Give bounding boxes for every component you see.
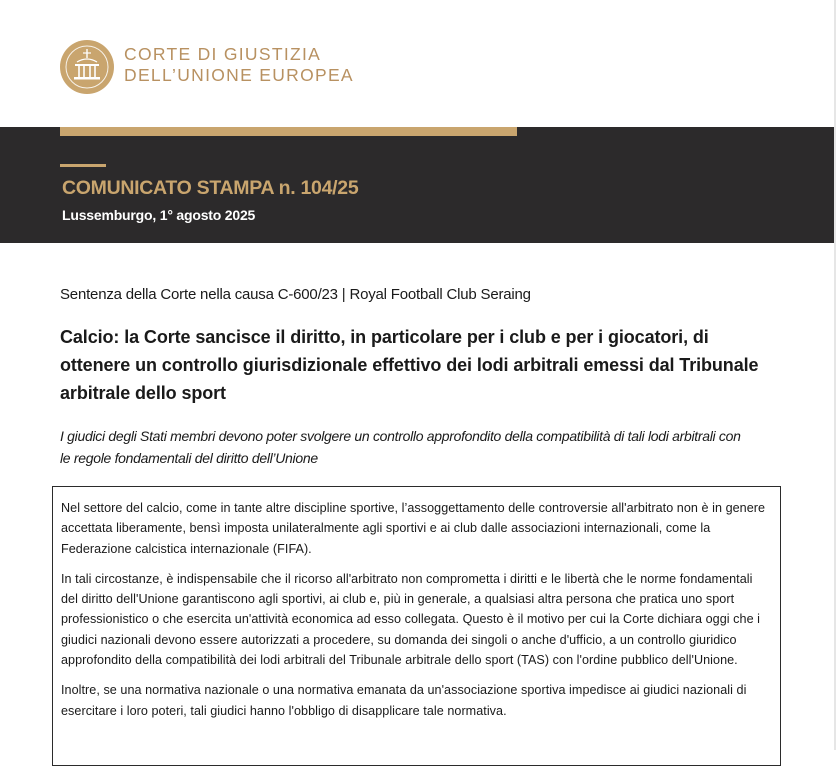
org-name-line-2: DELL’UNIONE EUROPEA [124, 65, 354, 85]
org-name-line-1: CORTE DI GIUSTIZIA [124, 44, 322, 64]
summary-paragraph: Inoltre, se una normativa nazionale o una normativa emanata da un'associazione sportiva impedisce ai giudici nazionali di esercitare i loro poteri, tali giudici hanno l'obbligo di disapplicare tale normativa. [61, 683, 747, 718]
banner-gold-bar [60, 127, 517, 136]
banner-accent-rule [60, 164, 106, 167]
summary-paragraph: In tali circostanze, è indispensabile che il ricorso all'arbitrato non comprometta i diritti e le libertà che le norme fondamentali del diritto dell'Unione garantiscono agli sportivi, ai club e, più in generale, a qualsiasi altra persona che pratica uno sport professionistico o che esercita un'attività economica ad esso collegata. Questo è il motivo per cui la Corte dichiara oggi che i giudici nazionali devono essere autorizzati a procedere, su domanda dei singoli o anche d'ufficio, a un controllo giuridico approfondito della compatibilità dei lodi arbitrali del Tribunale arbitrale dello sport (TAS) con l'ordine pubblico dell'Unione. [61, 571, 761, 668]
court-emblem-icon [60, 40, 114, 94]
summary-box [52, 486, 781, 766]
press-release-title: COMUNICATO STAMPA n. 104/25 [62, 177, 359, 199]
organization-name [124, 44, 354, 86]
press-release-banner [0, 127, 834, 243]
summary-paragraph: Nel settore del calcio, come in tante altre discipline sportive, l’assoggettamento delle controversie all'arbitrato non è in genere accettata liberamente, bensì imposta unilateralmente agli sportivi e ai club dalle associazioni internazionali, come la Federazione calcistica internazionale (FIFA). [61, 501, 766, 556]
press-release-date: Lussemburgo, 1° agosto 2025 [62, 207, 256, 223]
case-reference: Sentenza della Corte nella causa C-600/23 | Royal Football Club Seraing [60, 286, 531, 303]
headline: Calcio: la Corte sancisce il diritto, in particolare per i club e per i giocatori, di ottenere un controllo giurisdizionale effettivo dei lodi arbitrali emessi dal Tribunale arbitrale dello sport [60, 327, 759, 403]
subtitle: I giudici degli Stati membri devono poter svolgere un controllo approfondito della compatibilità di tali lodi arbitrali con le regole fondamentali del diritto dell’Unione [60, 428, 741, 466]
